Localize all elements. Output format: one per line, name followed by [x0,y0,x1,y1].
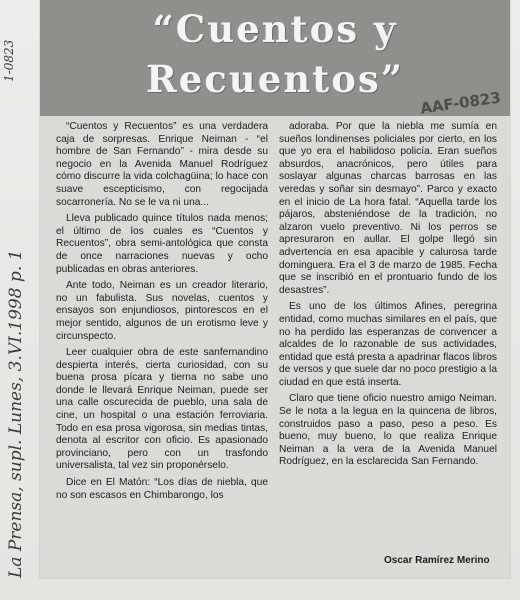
article-author: Oscar Ramírez Merino [384,555,490,566]
paragraph: Ante todo, Neiman es un creador literario, no un fabulista. Sus novelas, cuentos y ensayos son enjundiosos, pintorescos en el mejor sentido, algunos de un erotismo leve y circunspecto. [56,280,268,342]
article-title-line-2: Recuentos” [145,57,405,101]
archive-stamp: AAF-0823 [419,88,502,118]
handwritten-source-note: La Prensa, supl. Lunes, 3.VI.1998 p. 1 [6,249,26,578]
article-column-left [56,121,268,506]
article-title [40,4,510,104]
paragraph: Es uno de los últimos Afines, peregrina entidad, como muchas similares en el país, que no ha perdido las esperanzas de convencer a alcaldes de lo razonable de sus actividades, entidad que está presta a apadrinar flacos libros de versos y que suele dar no poco prestigio a la ciudad en que está inserta. [279,301,497,388]
paragraph: Dice en El Matón: “Los días de niebla, que no son escasos en Chimbarongo, los [56,477,268,501]
paragraph: “Cuentos y Recuentos” es una verdadera caja de sorpresas. Enrique Neiman - “el hombre de San Fernando” - mira desde su negocio en la Avenida Manuel Rodríguez cómo discurre la vida colchagüina; lo hace con suave escepticismo, con regocijada socarronería. No se le va ni una... [56,121,268,208]
paragraph: adoraba. Por que la niebla me sumía en sueños londinenses policiales por cierto, en los que yo era el habilidoso policía. Eran sueños absurdos, anacrónicos, pero útiles para soslayar algunas charcas barrosas en las veredas y soñar sin desmayo”. Parco y exacto en el inicio de La hora fatal. “Aquella tarde los pájaros, absteniéndose de la tradición, no alzaron vuelo preventivo. Ni los perros se apresuraron en aullar. El golpe llegó sin advertencia en esa apacible y calurosa tarde dominguera. Era el 3 de marzo de 1985. Fecha que se inscribió en el prontuario fundo de los desastres”. [279,121,497,296]
article-column-right [279,121,497,473]
article-title-line-1: “Cuentos y [152,7,398,51]
paragraph: Claro que tiene oficio nuestro amigo Neiman. Se le nota a la legua en la quincena de libros, construidos paso a paso, peso a peso. Es bueno, muy bueno, lo que realiza Enrique Neiman a la vera de la Avenida Manuel Rodríguez, en la esclarecida San Fernando. [279,393,497,468]
margin-note-top: 1-0823 [2,39,16,82]
paragraph: Lleva publicado quince títulos nada menos; el último de los cuales es “Cuentos y Recuentos”, obra semi-antológica que consta de once narraciones nuevas y ocho publicadas en obras anteriores. [56,213,268,275]
paragraph: Leer cualquier obra de este sanfernandino despierta interés, cierta curiosidad, con su buena prosa pícara y tierna no sabe uno donde le llevará Enrique Neiman, puede ser una calle oscurecida de pueblo, una sala de cine, un hospital o una estación ferroviaria. Todo en esa prosa vigorosa, sin medias tintas, denota al escritor con oficio. Es apasionado provinciano, pero con un trasfondo universalista, tal vez sin proponérselo. [56,347,268,472]
